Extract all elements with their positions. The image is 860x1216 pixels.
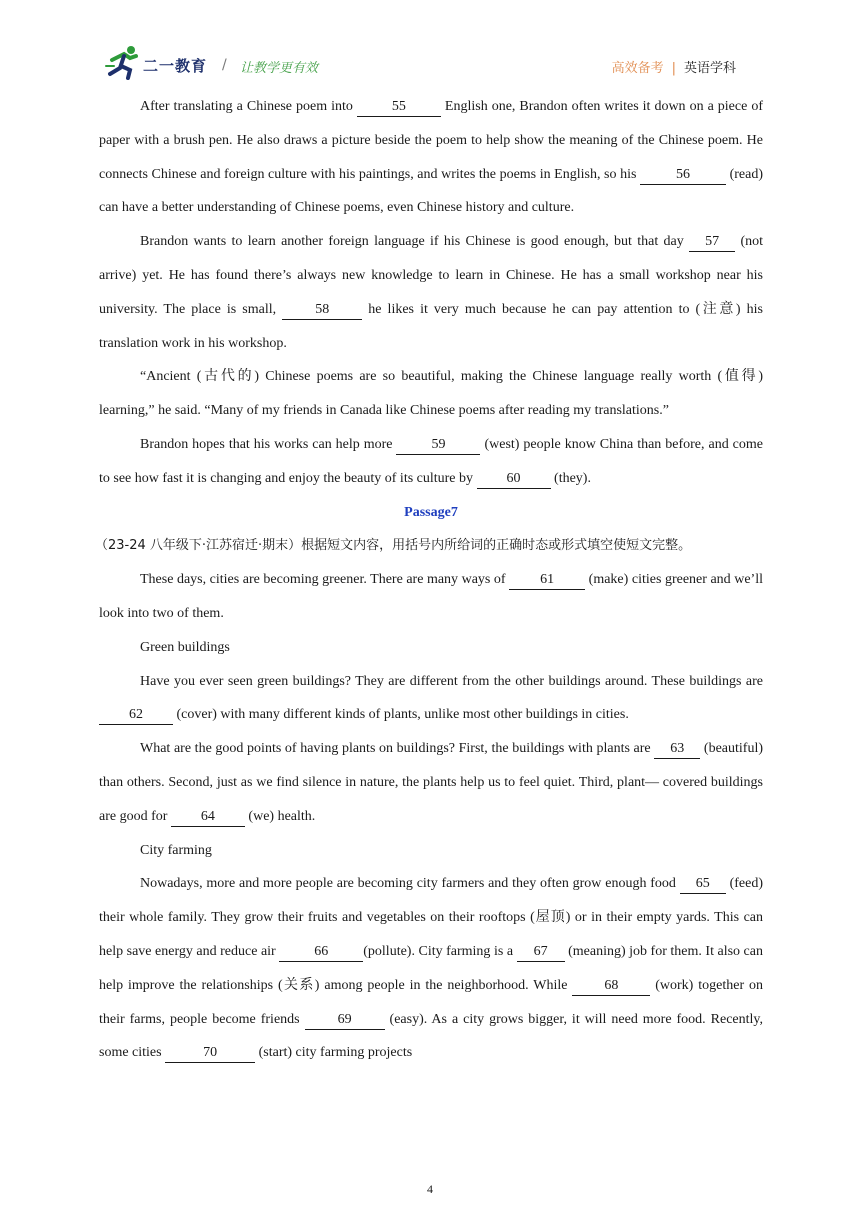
answer-blank: 66 [279,943,363,962]
header-separator: | [671,61,676,76]
answer-blank: 63 [654,740,700,759]
answer-blank: 55 [357,98,441,117]
paragraph: Brandon hopes that his works can help more 59 (west) people know China than before, and come to see how fast it is changing and enjoy the beauty of its culture by 60 (they). [99,428,763,496]
paragraph: “Ancient (古代的) Chinese poems are so beautiful, making the Chinese language really worth (值得) learning,” he said. “Many of my friends in Canada like Chinese poems after reading my translations.” [99,369,763,419]
brand-logo-text: 二一教育 [143,57,208,75]
passage-instructions: （23-24 八年级下·江苏宿迁·期末）根据短文内容，用括号内所给词的正确时态或形式填空使短文完整。 [95,538,692,554]
passage-title: Passage7 [404,504,458,520]
answer-blank: 70 [165,1044,255,1063]
paragraph: These days, cities are becoming greener. There are many ways of 61 (make) cities greener and we’ll look into two of them. [99,572,763,621]
answer-blank: 68 [572,977,650,996]
answer-blank: 57 [689,233,735,252]
answer-blank: 64 [171,808,245,827]
page-header [0,0,860,80]
answer-blank: 65 [680,875,726,894]
paragraph: What are the good points of having plants on buildings? First, the buildings with plants are 63 (beautiful) than others. Second, just as we find silence in nature, the plants help us to feel quiet. Third, plant— covered buildings are good for 64 (we) health. [99,732,763,833]
answer-blank: 61 [509,571,585,590]
document-body [95,90,764,1070]
answer-blank: 59 [396,436,480,455]
paragraph: After translating a Chinese poem into 55 English one, Brandon often writes it down on a piece of paper with a brush pen. He also draws a picture beside the poem to help show the meaning of the Chinese poem. He connects Chinese and foreign culture with his paintings, and writes the poems in English, so his 56 (read) can have a better understanding of Chinese poems, even Chinese history and culture. [99,99,764,216]
answer-blank: 62 [99,706,173,725]
header-slogan: 让教学更有效 [240,61,319,76]
running-man-logo-icon [104,44,144,80]
section-heading: City farming [140,842,212,858]
answer-blank: 69 [305,1011,385,1030]
header-tag-exam: 高效备考 [611,61,664,76]
answer-blank: 60 [477,470,551,489]
page-number: 4 [427,1182,433,1196]
header-right [612,57,736,76]
answer-blank: 56 [640,166,726,185]
paragraph: Have you ever seen green buildings? They are different from the other buildings around. These buildings are 62 (cover) with many different kinds of plants, unlike most other buildings in cities. [99,665,763,733]
paragraph: Brandon wants to learn another foreign language if his Chinese is good enough, but that day 57 (not arrive) yet. He has found there’s always new knowledge to learn in Chinese. He has a small workshop near his university. The place is small, 58 he likes it very much because he can pay attention to (注意) his translation work in his workshop. [99,234,764,351]
header-divider: / [222,57,227,73]
answer-blank: 67 [517,943,565,962]
header-tag-subject: 英语学科 [683,61,736,76]
answer-blank: 58 [282,301,362,320]
paragraph: Nowadays, more and more people are becoming city farmers and they often grow enough food 65 (feed) their whole family. They grow their fruits and vegetables on their rooftops (屋顶) or in their empty yards. This can help save energy and reduce air 66 (pollute). City farming is a 67 (meaning) job for them. It also can help improve the relationships (关系) among people in the neighborhood. While 68 (work) together on their farms, people become friends 69 (easy). As a city grows bigger, it will need more food. Recently, some cities 70 (start) city farming projects [99,867,763,1070]
section-heading: Green buildings [140,639,230,655]
